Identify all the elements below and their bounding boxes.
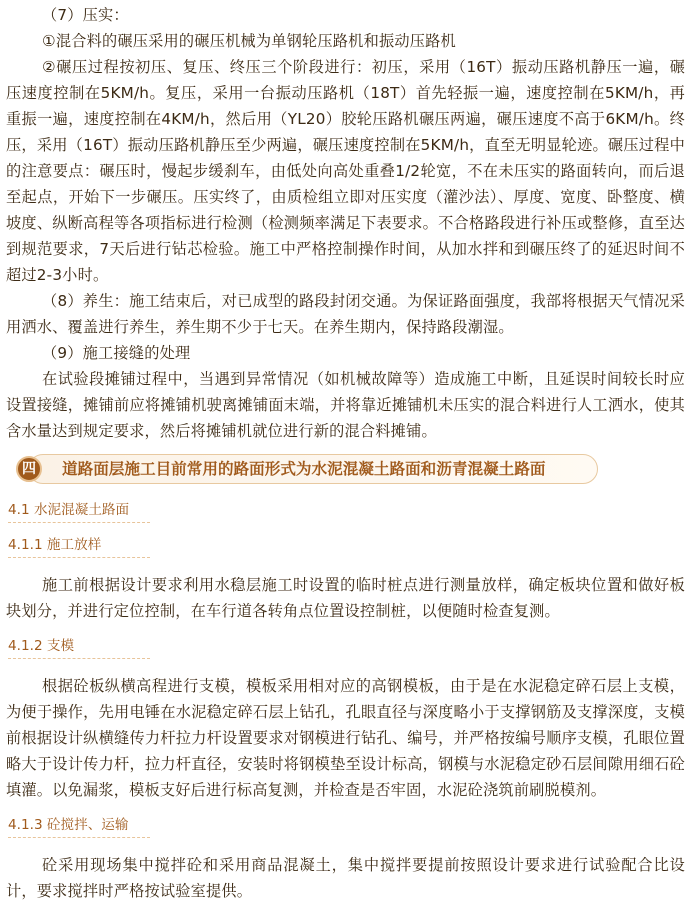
heading-underline (8, 658, 150, 659)
section-4-1-2-paragraph: 根据砼板纵横高程进行支模，模板采用相对应的高钢模板，由于是在水泥稳定碎石层上支模，为便于操作，先用电锤在水泥稳定碎石层上钻孔，孔眼直径与深度略小于支撑钢筋及支撑深度，支模前根据设计纵横缝传力杆拉力杆设置要求对钢模进行钻孔、编号，并严格按编号顺序支模，孔眼位置略大于设计传力杆，拉力杆直径，安装时将钢模垫至设计标高，钢模与水泥稳定砂石层间隙用细石砼填灌。以免漏浆，模板支好后进行标高复测，并检查是否牢固，水泥砼浇筑前刷脱模剂。 (6, 677, 685, 799)
section-4-1-1-paragraph: 施工前根据设计要求利用水稳层施工时设置的临时桩点进行测量放样，确定板块位置和做好板块划分，并进行定位控制，在车行道各转角点位置设控制桩，以便随时检查复测。 (6, 576, 685, 620)
heading-underline (8, 522, 150, 523)
heading-4-1 (8, 496, 685, 523)
section-4-1-3-paragraph: 砼采用现场集中搅拌砼和采用商品混凝土，集中搅拌要提前按照设计要求进行试验配合比设计，要求搅拌时严格按试验室提供。 (6, 856, 685, 900)
section-7-item-2: ②碾压过程按初压、复压、终压三个阶段进行：初压，采用（16T）振动压路机静压一遍，碾压速度控制在5KM/h。复压，采用一台振动压路机（18T）首先轻振一遍，速度控制在5KM/h，再重振一遍，速度控制在4KM/h，然后用（YL20）胶轮压路机碾压两遍，碾压速度不高于6KM/h。终压，采用（16T）振动压路机静压至少两遍，碾压速度控制在5KM/h，直至无明显轮迹。碾压过程中的注意要点：碾压时，慢起步缓刹车，由低处向高处重叠1/2轮宽，不在未压实的路面转向，而后退至起点，开始下一步碾压。压实终了，由质检组立即对压实度（灌沙法）、厚度、宽度、卧整度、横坡度、纵断高程等各项指标进行检测（检测频率满足下表要求。不合格路段进行补压或整修，直至达到规范要求，7天后进行钻芯检验。施工中严格控制操作时间，从加水拌和到碾压终了的延迟时间不超过2-3小时。 (6, 58, 685, 284)
heading-4-1-label: 4.1 水泥混凝土路面 (8, 502, 130, 518)
article-body (0, 2, 691, 904)
heading-4-1-1 (8, 531, 685, 558)
heading-4-1-1-label: 4.1.1 施工放样 (8, 537, 102, 553)
banner-title: 道路面层施工目前常用的路面形式为水泥混凝土路面和沥青混凝土路面 (62, 460, 546, 478)
heading-underline (8, 837, 150, 838)
heading-4-1-2-label: 4.1.2 支模 (8, 638, 75, 654)
heading-4-1-3 (8, 811, 685, 838)
banner-number-badge: 四 (16, 456, 42, 482)
section-7-title: （7）压实： (42, 6, 129, 24)
heading-4-1-3-label: 4.1.3 砼搅拌、运输 (8, 817, 129, 833)
heading-4-1-2 (8, 632, 685, 659)
heading-underline (8, 557, 150, 558)
section-8-paragraph: （8）养生：施工结束后，对已成型的路段封闭交通。为保证路面强度，我部将根据天气情况采用洒水、覆盖进行养生，养生期不少于七天。在养生期内，保持路段潮湿。 (6, 292, 685, 336)
section-7-item-1: ①混合料的碾压采用的碾压机械为单钢轮压路机和振动压路机 (42, 32, 456, 50)
section-banner (12, 450, 592, 488)
section-9-paragraph: 在试验段摊铺过程中，当遇到异常情况（如机械故障等）造成施工中断，且延误时间较长时应设置接缝，摊铺前应将摊铺机驶离摊铺面末端，并将靠近摊铺机未压实的混合料进行人工洒水，使其含水量达到规定要求，然后将摊铺机就位进行新的混合料摊铺。 (6, 370, 685, 440)
section-9-title: （9）施工接缝的处理 (42, 344, 191, 362)
